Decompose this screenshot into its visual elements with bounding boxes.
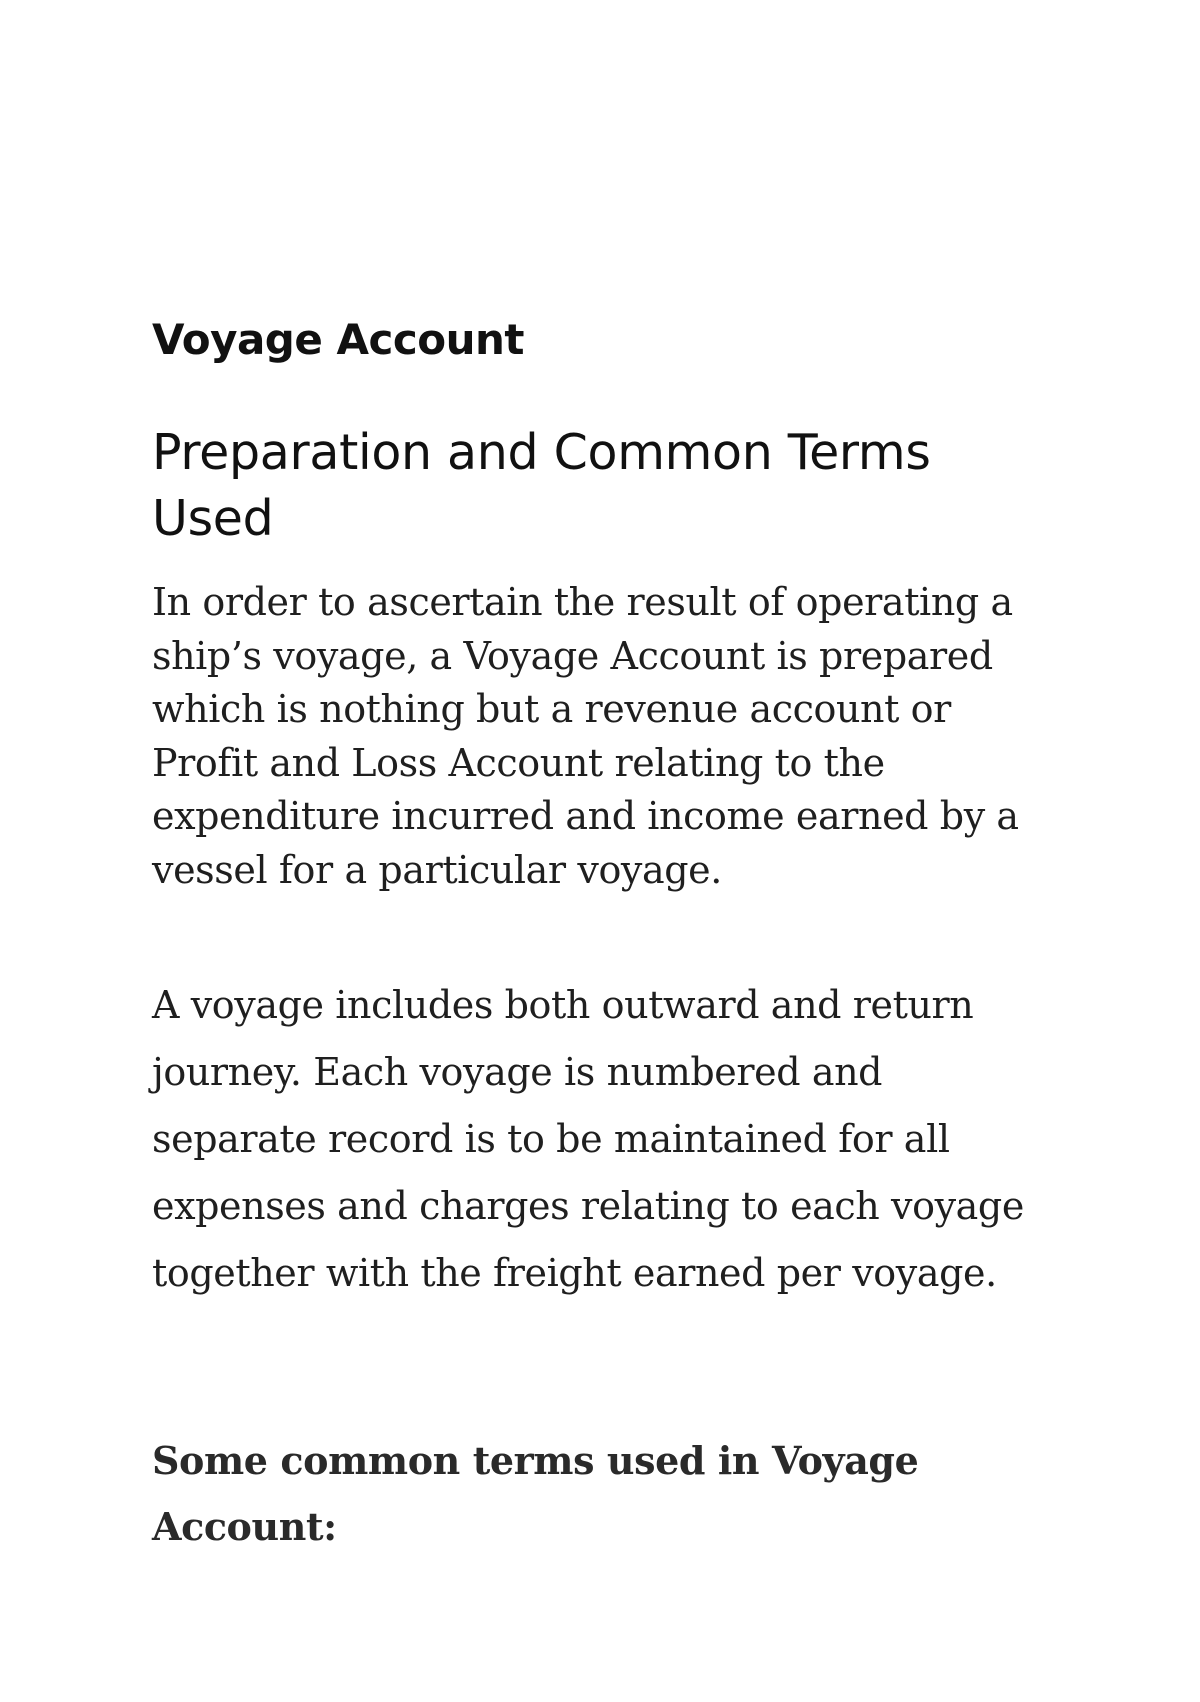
document-title: Voyage Account [152,315,524,364]
intro-paragraph: In order to ascertain the result of operating a ship’s voyage, a Voyage Account is prepared which is nothing but a revenue account or Profit and Loss Account relating to the expenditure incurred and income earned by a vessel for a particular voyage. [152,580,1019,892]
common-terms-heading: Some common terms used in Voyage Account: [152,1438,919,1549]
document-subtitle: Preparation and Common Terms Used [152,424,931,547]
voyage-definition-paragraph: A voyage includes both outward and return journey. Each voyage is numbered and separate record is to be maintained for all expenses and charges relating to each voyage together with the freight earned per voyage. [152,983,1024,1295]
